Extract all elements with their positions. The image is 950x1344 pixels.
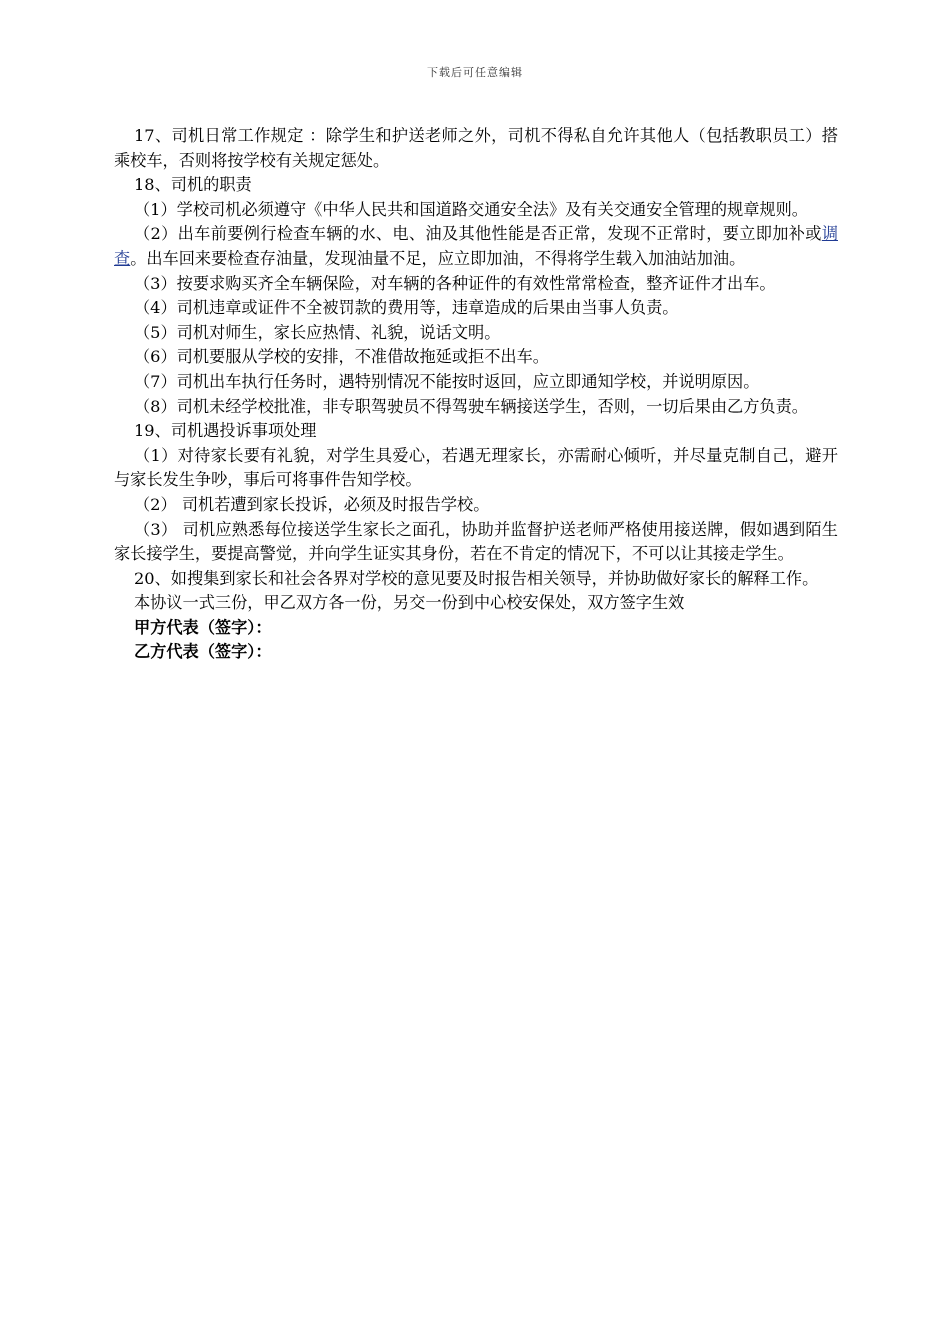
clause-18-2-text-a: （2）出车前要例行检查车辆的水、电、油及其他性能是否正常，发现不正常时，要立即加补或 (134, 224, 822, 244)
investigate-link[interactable]: 调查 (114, 224, 838, 268)
clause-18-6: （6）司机要服从学校的安排，不准借故拖延或拒不出车。 (134, 347, 549, 367)
party-a-signature-label: 甲方代表（签字）： (134, 617, 272, 637)
clause-20: 20、如搜集到家长和社会各界对学校的意见要及时报告相关领导，并协助做好家长的解释工作。 (134, 568, 819, 588)
clause-18-7: （7）司机出车执行任务时，遇特别情况不能按时返回，应立即通知学校，并说明原因。 (134, 371, 760, 391)
clause-18-4: （4）司机违章或证件不全被罚款的费用等，违章造成的后果由当事人负责。 (134, 298, 679, 318)
agreement-note: 本协议一式三份，甲乙双方各一份，另交一份到中心校安保处，双方签字生效 (134, 593, 685, 613)
clause-18-2 (114, 222, 838, 271)
clause-18-5: （5）司机对师生，家长应热情、礼貌，说话文明。 (134, 322, 501, 342)
clause-18-1: （1）学校司机必须遵守《中华人民共和国道路交通安全法》及有关交通安全管理的规章规则。 (134, 199, 808, 219)
clause-18-3: （3）按要求购买齐全车辆保险，对车辆的各种证件的有效性常常检查，整齐证件才出车。 (134, 273, 776, 293)
clause-18-2-text-b: 。出车回来要检查存油量，发现油量不足，应立即加油，不得将学生载入加油站加油。 (130, 248, 746, 268)
page-header: 下载后可任意编辑 (427, 66, 523, 79)
document-body (114, 124, 838, 665)
clause-19-1: （1）对待家长要有礼貌，对学生具爱心，若遇无理家长，亦需耐心倾听，并尽量克制自己，避开与家长发生争吵，事后可将事件告知学校。 (114, 445, 838, 490)
clause-18-heading: 18、司机的职责 (134, 175, 252, 195)
clause-19-heading: 19、司机遇投诉事项处理 (134, 421, 317, 441)
party-b-signature-label: 乙方代表（签字）： (134, 642, 272, 662)
clause-17: 17、司机日常工作规定 ：除学生和护送老师之外，司机不得私自允许其他人（包括教职员工）搭乘校车，否则将按学校有关规定惩处。 (114, 126, 838, 170)
clause-19-2: （2） 司机若遭到家长投诉，必须及时报告学校。 (134, 494, 490, 514)
clause-18-8: （8）司机未经学校批准，非专职驾驶员不得驾驶车辆接送学生，否则，一切后果由乙方负责。 (134, 396, 808, 416)
clause-19-3: （3） 司机应熟悉每位接送学生家长之面孔，协助并监督护送老师严格使用接送牌，假如遇到陌生家长接学生，要提高警觉，并向学生证实其身份，若在不肯定的情况下，不可以让其接走学生。 (114, 519, 838, 564)
